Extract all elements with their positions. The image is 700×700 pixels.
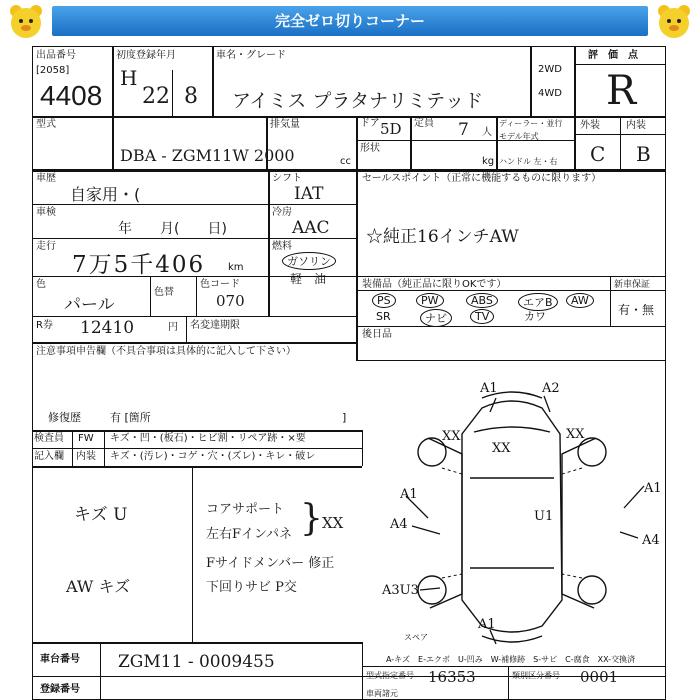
chassis-number: ZGM11 - 0009455 xyxy=(118,652,275,672)
color-change-label: 色替 xyxy=(154,287,174,298)
recycle-value: 12410 xyxy=(80,318,135,338)
inspector-label-1: 検査員 xyxy=(34,433,64,444)
remark-xx: XX xyxy=(322,514,344,532)
shift-value: IAT xyxy=(294,184,324,204)
ac-value: AAC xyxy=(292,218,330,238)
equip-abs: ABS xyxy=(466,293,498,308)
remark-brace: } xyxy=(300,498,323,539)
color-label: 色 xyxy=(36,279,46,290)
car-name: アイミス プラタナリミテッド xyxy=(232,90,484,112)
vehicle-specs-label: 車両諸元 xyxy=(366,689,398,698)
selling-point-value: ☆純正16インチAW xyxy=(366,227,519,247)
later-items-label: 後日品 xyxy=(362,329,392,340)
diagram-mark-a1-left: A1 xyxy=(400,487,418,502)
dealer-label: ディーラー・並行 xyxy=(499,119,563,128)
shift-label: シフト xyxy=(272,173,302,184)
drive-4wd: 4WD xyxy=(538,88,562,99)
diagram-mark-a4-left: A4 xyxy=(390,517,408,532)
displacement-label: 排気量 xyxy=(270,119,300,130)
inspector-interior: 内装 xyxy=(76,451,96,462)
seat-count: 7 xyxy=(458,120,469,140)
diagram-mark-a1-rear: A1 xyxy=(478,617,496,632)
equip-pw: PW xyxy=(416,293,444,308)
lot-number: 4408 xyxy=(40,80,103,111)
lot-sub-number: [2058] xyxy=(36,65,70,76)
inspector-row-2: キズ・(汚レ)・コゲ・穴・(ズレ)・キレ・破レ xyxy=(110,451,316,462)
model-year-label: モデル年式 xyxy=(499,132,539,141)
registration-number-label: 登録番号 xyxy=(40,684,80,695)
inspector-fw: FW xyxy=(78,433,94,444)
damage-legend: A-キズ E-エクボ U-凹み W-補修跡 S-サビ C-腐食 XX-交換済 xyxy=(386,655,636,664)
first-registration-label: 初度登録年月 xyxy=(116,50,176,61)
grade-label: 評 価 点 xyxy=(588,50,638,61)
new-car-warranty-label: 新車保証 xyxy=(614,280,651,290)
color-value: パール xyxy=(64,295,115,315)
recycle-label: R券 xyxy=(36,320,53,331)
equip-ps: PS xyxy=(372,293,396,308)
equip-cover: カワ xyxy=(524,310,546,323)
diagram-mark-a4-right: A4 xyxy=(642,533,660,548)
inspection-label: 車検 xyxy=(36,207,56,218)
color-code: 070 xyxy=(216,292,245,310)
notes-title: 注意事項申告欄（不具合事項は具体的に記入して下さい） xyxy=(36,346,296,357)
model-code: DBA - ZGM11W 2000 xyxy=(120,146,295,165)
door-label: ドア xyxy=(360,118,380,129)
page-banner: 完全ゼロ切りコーナー xyxy=(52,6,648,36)
seats-unit: 人 xyxy=(482,127,492,138)
warranty-value: 有・無 xyxy=(618,303,655,317)
category-label: 車歴 xyxy=(36,173,56,184)
mileage-value: 7万5千406 xyxy=(72,252,206,278)
color-code-label: 色コード xyxy=(200,279,240,290)
exterior-grade: C xyxy=(590,142,606,166)
remark-left-1: キズ U xyxy=(74,505,128,525)
equip-tv: TV xyxy=(470,309,494,324)
mascot-bear-right-icon xyxy=(654,2,694,42)
repair-history-value: 有 [箇所 xyxy=(110,411,151,424)
remark-right-1: コアサポート xyxy=(206,502,285,517)
inspector-label-2: 記入欄 xyxy=(34,451,64,462)
mascot-bear-left-icon xyxy=(6,2,46,42)
diagram-mark-a2-front-right: A2 xyxy=(542,381,560,396)
kg-unit: kg xyxy=(482,156,495,167)
chassis-number-label: 車台番号 xyxy=(40,654,80,665)
remark-right-3: Fサイドメンバー 修正 xyxy=(206,556,335,571)
car-name-label: 車名・グレード xyxy=(216,50,286,61)
lot-number-label: 出品番号 xyxy=(36,50,76,61)
type-cert-number: 16353 xyxy=(428,668,476,686)
registration-era: H xyxy=(120,66,138,90)
category-value: 自家用・( xyxy=(70,185,141,204)
equip-airbag: エアB xyxy=(518,293,558,311)
car-damage-diagram xyxy=(362,368,662,652)
ac-label: 冷房 xyxy=(272,207,292,218)
mileage-label: 走行 xyxy=(36,241,56,252)
fuel-gasoline: ガソリン xyxy=(282,252,336,270)
cc-unit: cc xyxy=(340,156,351,167)
yen-unit: 円 xyxy=(168,322,178,333)
equipment-label: 装備品（純正品に限りOKです） xyxy=(362,279,507,290)
diagram-mark-xx-left: XX xyxy=(442,429,461,444)
seats-label: 定員 xyxy=(414,118,434,129)
class-number-label: 類別区分番号 xyxy=(512,671,560,680)
diagram-mark-a3u3-rear: A3U3 xyxy=(382,583,419,598)
remark-right-2: 左右Fインパネ xyxy=(206,527,293,542)
type-cert-label: 型式指定番号 xyxy=(366,671,414,680)
equip-navi: ナビ xyxy=(420,309,452,327)
registration-year: 22 xyxy=(142,84,170,109)
diagram-mark-xx-right: XX xyxy=(566,427,585,442)
fuel-diesel: 軽 油 xyxy=(290,272,327,286)
equip-sr: SR xyxy=(376,310,391,323)
diagram-mark-u1-roof: U1 xyxy=(534,509,554,524)
exterior-label: 外装 xyxy=(580,120,600,131)
diagram-mark-xx-center: XX xyxy=(492,441,511,456)
fuel-label: 燃料 xyxy=(272,241,292,252)
overall-grade: R xyxy=(606,68,637,114)
name-transfer-label: 名変達期限 xyxy=(190,320,240,331)
repair-history-label: 修復歴 xyxy=(48,411,81,424)
interior-grade: B xyxy=(636,142,651,166)
drive-2wd: 2WD xyxy=(538,64,562,75)
handle-label: ハンドル 左・右 xyxy=(499,157,558,166)
door-count: 5D xyxy=(380,120,402,138)
shape-label: 形状 xyxy=(360,143,380,154)
equip-aw: AW xyxy=(566,293,594,308)
inspector-row-1: キズ・凹・(板石)・ヒビ割・リペア跡・×要 xyxy=(110,433,306,444)
selling-point-label: セールスポイント（正常に機能するものに限ります） xyxy=(362,173,602,184)
remark-right-4: 下回りサビ P交 xyxy=(206,580,297,595)
diagram-mark-a1-right: A1 xyxy=(644,481,662,496)
inspection-value: 年 月( 日) xyxy=(118,221,227,237)
diagram-mark-spare: スペア xyxy=(404,633,428,642)
diagram-mark-a1-front-left: A1 xyxy=(480,381,498,396)
remark-left-2: AW キズ xyxy=(66,577,131,596)
registration-month: 8 xyxy=(184,84,198,109)
model-label: 型式 xyxy=(36,119,56,130)
interior-label: 内装 xyxy=(626,120,646,131)
km-unit: km xyxy=(228,262,244,273)
class-number: 0001 xyxy=(580,668,619,686)
repair-history-close: ] xyxy=(342,411,347,424)
